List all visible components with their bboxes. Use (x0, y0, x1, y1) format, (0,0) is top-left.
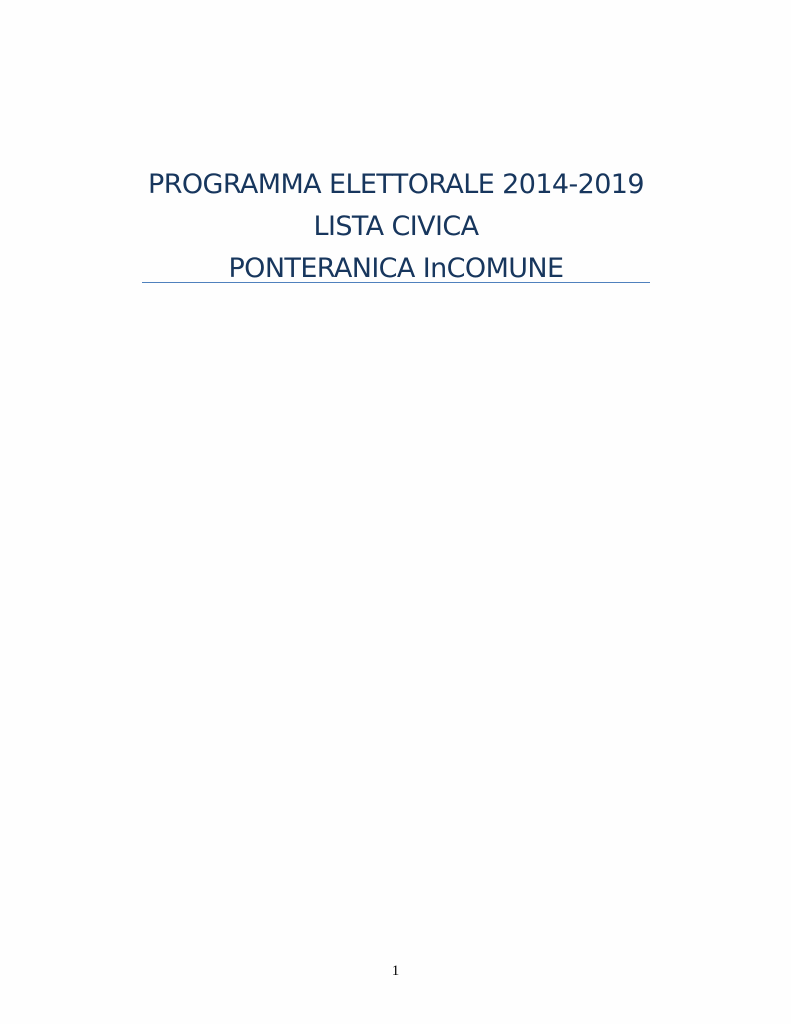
title-line-program: PROGRAMMA ELETTORALE 2014-2019 (148, 169, 644, 200)
page-number: 1 (391, 963, 400, 979)
title-underline-divider (142, 282, 650, 283)
title-line-name: PONTERANICA InCOMUNE (228, 253, 564, 284)
document-title (142, 164, 650, 290)
title-line-list: LISTA CIVICA (313, 211, 479, 242)
